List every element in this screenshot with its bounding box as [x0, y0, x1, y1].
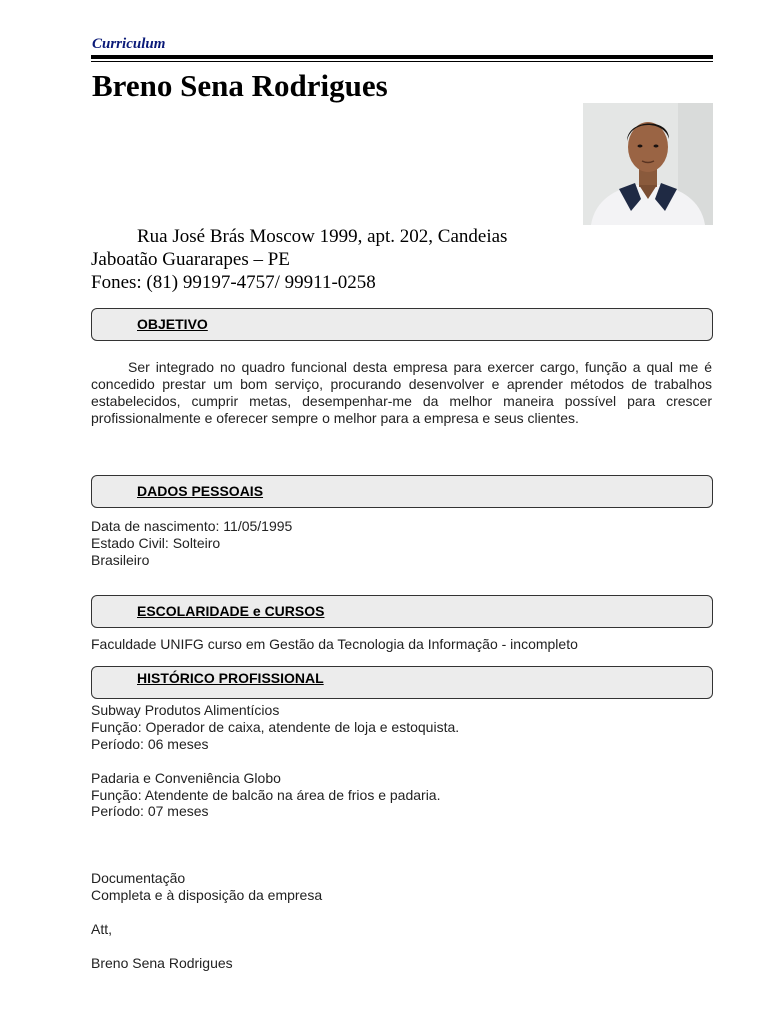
profile-photo	[583, 103, 713, 225]
candidate-name: Breno Sena Rodrigues	[92, 68, 388, 103]
document-label: Curriculum	[92, 36, 166, 52]
job-1-role: Função: Operador de caixa, atendente de loja e estoquista.	[91, 719, 460, 735]
documentation-text: Completa e à disposição da empresa	[91, 887, 323, 903]
header-rule-thin	[91, 61, 713, 62]
documentation-heading: Documentação	[91, 870, 186, 886]
header-rule-thick	[91, 55, 713, 59]
nationality: Brasileiro	[91, 552, 150, 568]
education-item: Faculdade UNIFG curso em Gestão da Tecnologia da Informação - incompleto	[91, 636, 578, 652]
job-2-period: Período: 07 meses	[91, 803, 209, 819]
address-line-1: Rua José Brás Moscow 1999, apt. 202, Candeias	[137, 226, 508, 247]
job-1-period: Período: 06 meses	[91, 736, 209, 752]
section-title-escolaridade: ESCOLARIDADE e CURSOS	[137, 603, 325, 619]
section-escolaridade	[91, 595, 713, 628]
section-dados-pessoais	[91, 475, 713, 508]
section-title-historico: HISTÓRICO PROFISSIONAL	[137, 670, 324, 686]
phone-numbers: Fones: (81) 99197-4757/ 99911-0258	[91, 272, 376, 293]
birth-date: Data de nascimento: 11/05/1995	[91, 518, 293, 534]
job-2-role: Função: Atendente de balcão na área de frios e padaria.	[91, 787, 441, 803]
section-historico	[91, 666, 713, 699]
marital-status: Estado Civil: Solteiro	[91, 535, 221, 551]
section-title-dados-pessoais: DADOS PESSOAIS	[137, 483, 264, 499]
signature-name: Breno Sena Rodrigues	[91, 955, 233, 971]
job-1-company: Subway Produtos Alimentícios	[91, 702, 280, 718]
closing-att: Att,	[91, 921, 113, 937]
section-objetivo	[91, 308, 713, 341]
job-2-company: Padaria e Conveniência Globo	[91, 770, 281, 786]
section-title-objetivo: OBJETIVO	[137, 316, 208, 332]
address-line-2: Jaboatão Guararapes – PE	[91, 249, 290, 270]
objective-text: Ser integrado no quadro funcional desta empresa para exercer cargo, função a qual me é concedido prestar um bom serviço, procurando desenvolver e aprender métodos de trabalhos estabelecidos, cumprir metas, desempenhar-me da melhor maneira possível para crescer profissionalmente e oferecer sempre o melhor para a empresa e seus clientes.	[91, 359, 712, 426]
